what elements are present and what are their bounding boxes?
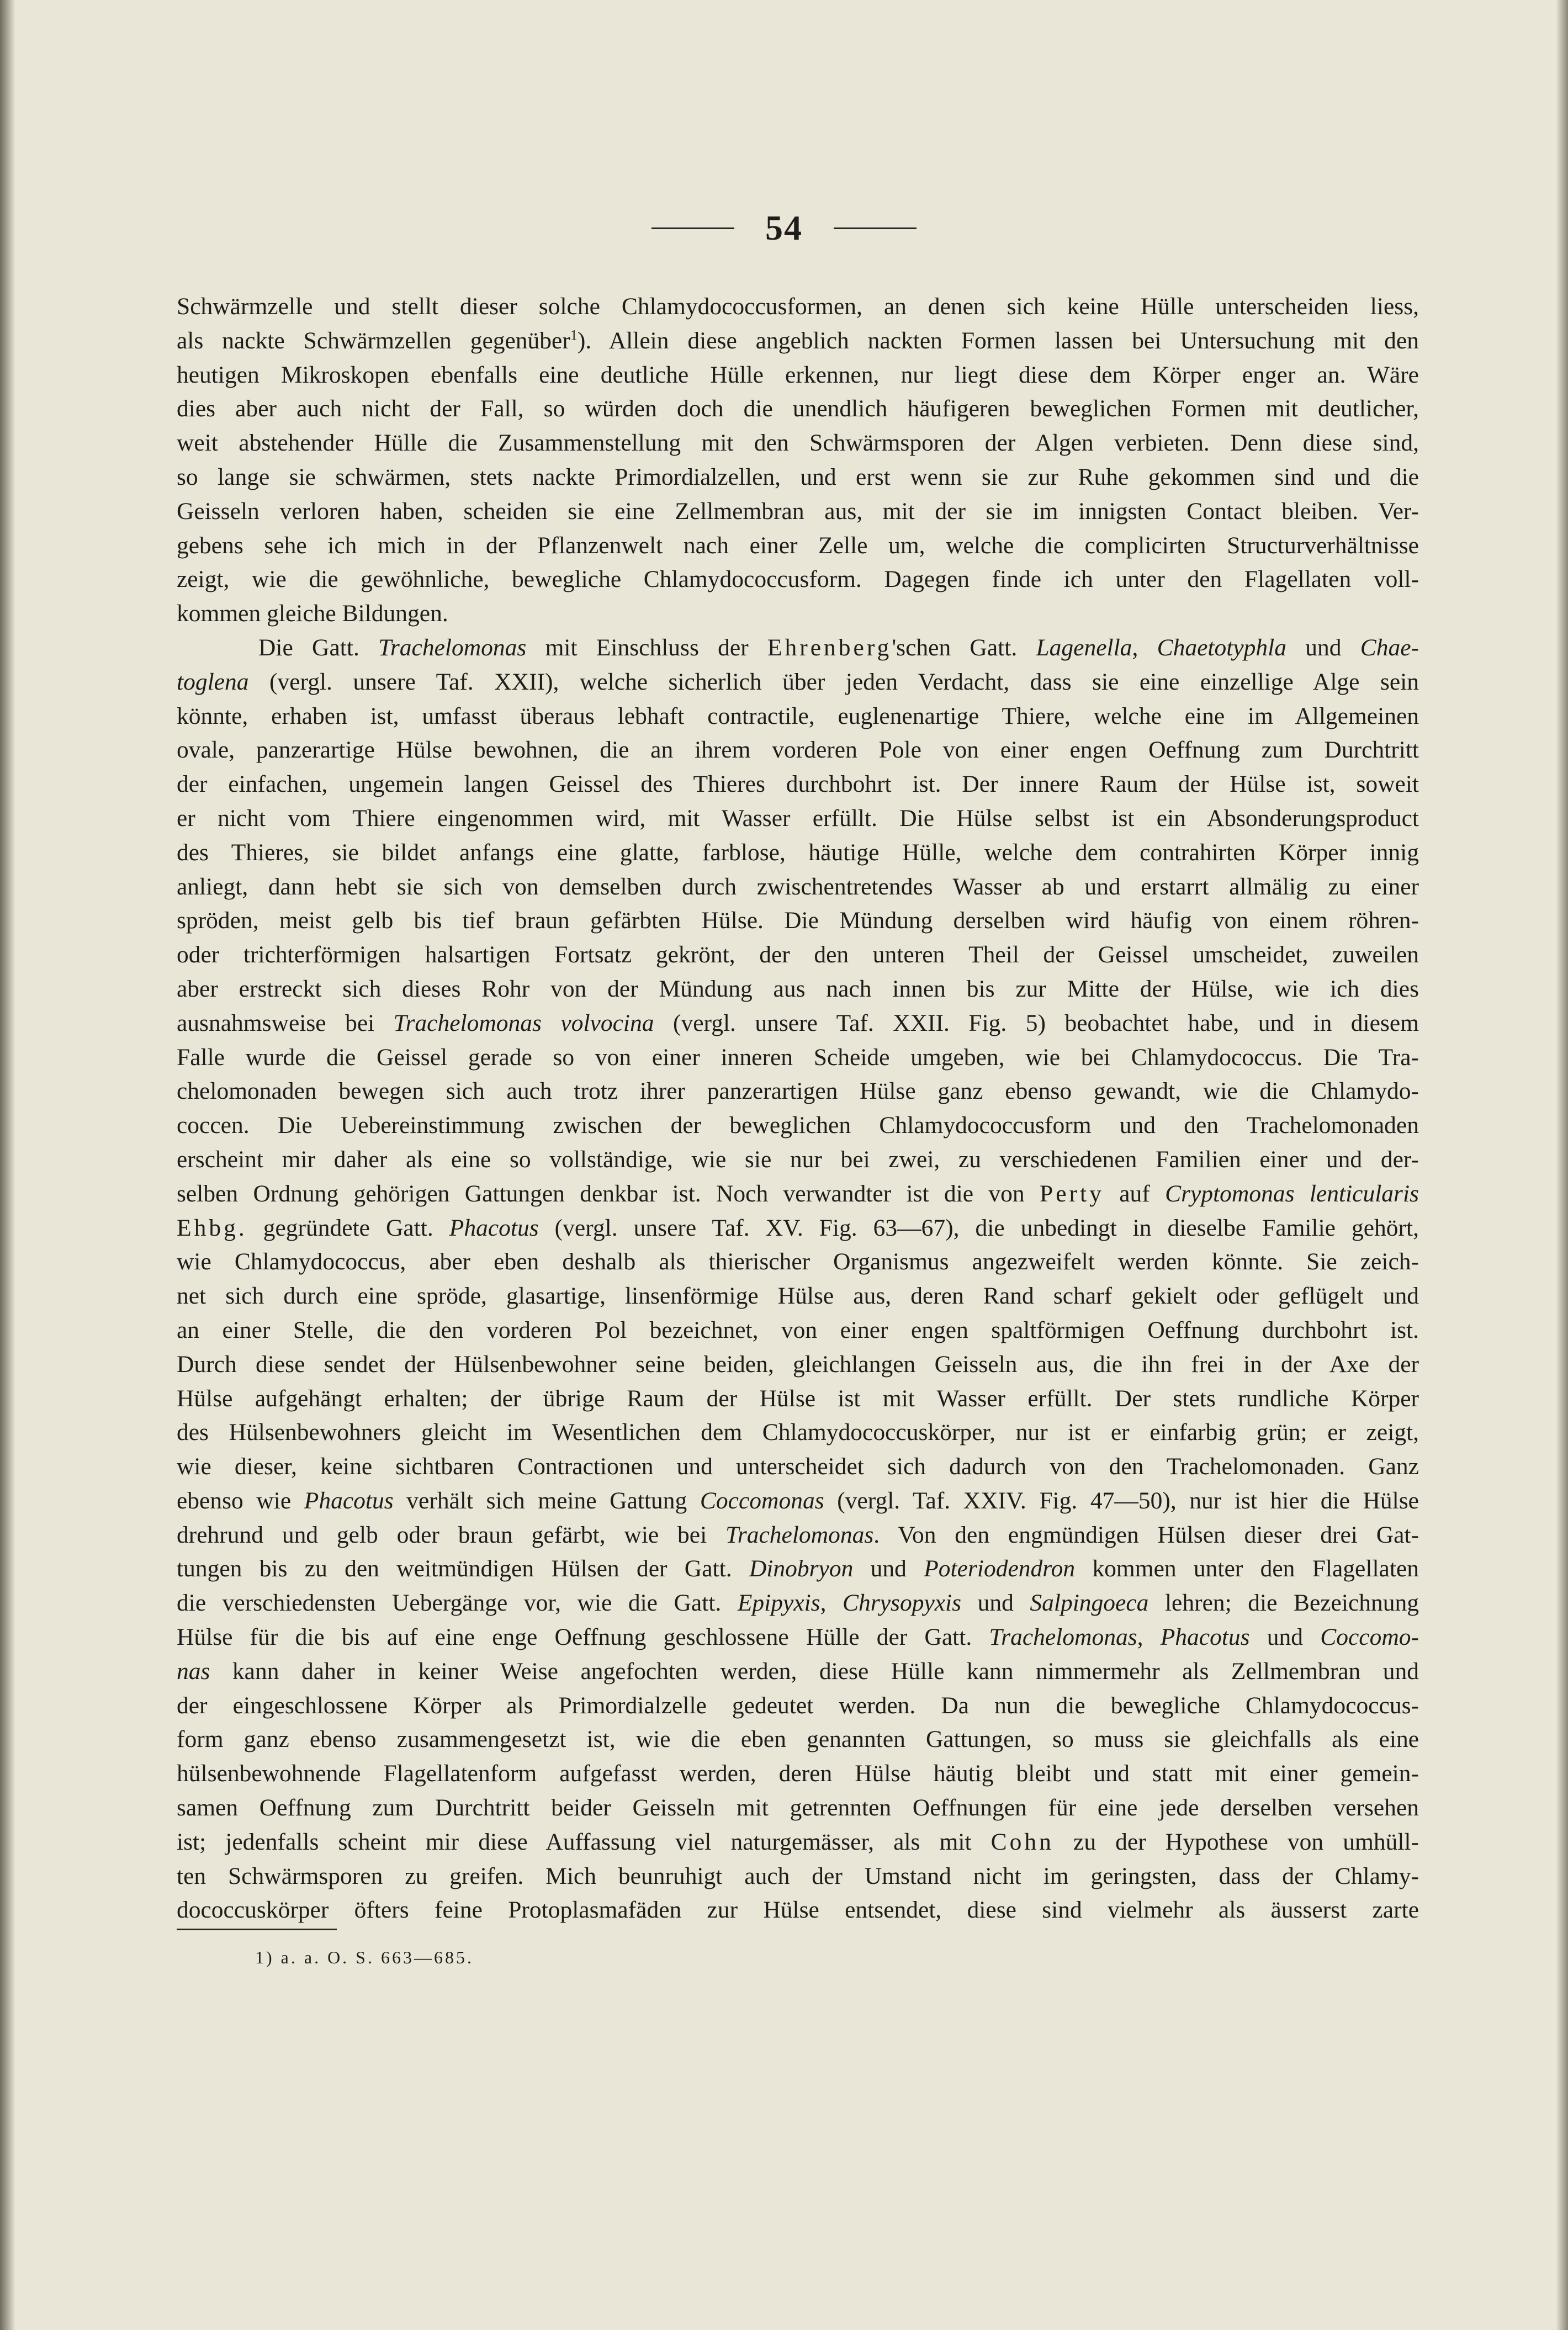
text-line: ausnahmsweise bei Trachelomonas volvocina (vergl. unsere Taf. XXII. Fig. 5) beobachtet habe, und in diesem	[177, 1009, 1419, 1036]
text-line: des Hülsenbewohners gleicht im Wesentlichen dem Chlamydococcuskörper, nur ist er einfarbig grün; er zeigt,	[177, 1419, 1419, 1446]
text-line: so lange sie schwärmen, stets nackte Primordialzellen, und erst wenn sie zur Ruhe gekommen sind und die	[177, 463, 1419, 490]
text-line: toglena (vergl. unsere Taf. XXII), welche sicherlich über jeden Verdacht, dass sie eine einzellige Alge sein	[177, 668, 1419, 695]
text-line: Hülse für die bis auf eine enge Oeffnung geschlossene Hülle der Gatt. Trachelomonas, Phacotus und Coccomo-	[177, 1624, 1419, 1651]
text-line: Schwärmzelle und stellt dieser solche Chlamydococcusformen, an denen sich keine Hülle unterscheiden liess,	[177, 293, 1419, 320]
text-line: heutigen Mikroskopen ebenfalls eine deutliche Hülle erkennen, nur liegt diese dem Körper enger an. Wäre	[177, 361, 1419, 388]
text-line: dococcuskörper öfters feine Protoplasmafäden zur Hülse entsendet, diese sind vielmehr als äusserst zarte	[177, 1897, 1419, 1924]
text-line: Die Gatt. Trachelomonas mit Einschluss der Ehrenberg'schen Gatt. Lagenella, Chaetotyphla und Chae-	[258, 634, 1419, 661]
header-rule-left	[651, 227, 734, 229]
scan-edge-right	[1556, 0, 1568, 2330]
text-line: Geisseln verloren haben, scheiden sie eine Zellmembran aus, mit der sie im innigsten Contact bleiben. Ver-	[177, 497, 1419, 525]
text-line: ten Schwärmsporen zu greifen. Mich beunruhigt auch der Umstand nicht im geringsten, dass der Chlamy-	[177, 1862, 1419, 1889]
header-rule-right	[834, 227, 917, 229]
text-line: samen Oeffnung zum Durchtritt beider Geisseln mit getrennten Oeffnungen für eine jede derselben versehen	[177, 1794, 1419, 1821]
text-line: ebenso wie Phacotus verhält sich meine Gattung Coccomonas (vergl. Taf. XXIV. Fig. 47—50), nur ist hier die Hülse	[177, 1487, 1419, 1514]
text-line: chelomonaden bewegen sich auch trotz ihrer panzerartigen Hülse ganz ebenso gewandt, wie die Chlamydo-	[177, 1078, 1419, 1105]
text-line: Durch diese sendet der Hülsenbewohner seine beiden, gleichlangen Geisseln aus, die ihn frei in der Axe der	[177, 1351, 1419, 1378]
text-line: des Thieres, sie bildet anfangs eine glatte, farblose, häutige Hülle, welche dem contrahirten Körper innig	[177, 839, 1419, 866]
text-line: Falle wurde die Geissel gerade so von einer inneren Scheide umgeben, wie bei Chlamydococcus. Die Tra-	[177, 1044, 1419, 1071]
text-line: er nicht vom Thiere eingenommen wird, mit Wasser erfüllt. Die Hülse selbst ist ein Absonderungsproduct	[177, 804, 1419, 832]
text-line: wie Chlamydococcus, aber eben deshalb als thierischer Organismus angezweifelt werden könnte. Sie zeich-	[177, 1248, 1419, 1275]
page-number: 54	[765, 208, 803, 247]
text-line: der einfachen, ungemein langen Geissel des Thieres durchbohrt ist. Der innere Raum der Hülse ist, soweit	[177, 771, 1419, 798]
text-line: hülsenbewohnende Flagellatenform aufgefasst werden, deren Hülse häutig bleibt und statt mit einer gemein-	[177, 1760, 1419, 1787]
text-line: Ehbg. gegründete Gatt. Phacotus (vergl. unsere Taf. XV. Fig. 63—67), die unbedingt in dieselbe Familie gehört,	[177, 1214, 1419, 1241]
text-line: ovale, panzerartige Hülse bewohnen, die an ihrem vorderen Pole von einer engen Oeffnung zum Durchtritt	[177, 737, 1419, 764]
text-line: die verschiedensten Uebergänge vor, wie die Gatt. Epipyxis, Chrysopyxis und Salpingoeca lehren; die Bezeichnung	[177, 1590, 1419, 1617]
text-line: aber erstreckt sich dieses Rohr von der Mündung aus nach innen bis zur Mitte der Hülse, wie ich dies	[177, 975, 1419, 1002]
text-line: weit abstehender Hülle die Zusammenstellung mit den Schwärmsporen der Algen verbieten. Denn diese sind,	[177, 430, 1419, 457]
text-line: nas kann daher in keiner Weise angefochten werden, diese Hülle kann nimmermehr als Zellmembran und	[177, 1658, 1419, 1685]
page-header	[0, 209, 1568, 247]
text-line: form ganz ebenso zusammengesetzt ist, wie die eben genannten Gattungen, so muss sie gleichfalls als eine	[177, 1726, 1419, 1753]
scan-edge-left	[0, 0, 15, 2330]
text-line: dies aber auch nicht der Fall, so würden doch die unendlich häufigeren beweglichen Formen mit deutlicher,	[177, 395, 1419, 422]
text-line: könnte, erhaben ist, umfasst überaus lebhaft contractile, euglenenartige Thiere, welche eine im Allgemeinen	[177, 702, 1419, 729]
text-line: kommen gleiche Bildungen.	[177, 600, 448, 627]
text-line: der eingeschlossene Körper als Primordialzelle gedeutet werden. Da nun die bewegliche Chlamydococcus-	[177, 1692, 1419, 1719]
text-line: als nackte Schwärmzellen gegenüber$^1$). Allein diese angeblich nackten Formen lassen bei Untersuchung mit den	[177, 327, 1419, 354]
footnote: 1) a. a. O. S. 663—685.	[255, 1947, 474, 1967]
text-line: Hülse aufgehängt erhalten; der übrige Raum der Hülse ist mit Wasser erfüllt. Der stets rundliche Körper	[177, 1385, 1419, 1412]
text-line: an einer Stelle, die den vorderen Pol bezeichnet, von einer engen spaltförmigen Oeffnung durchbohrt ist.	[177, 1316, 1419, 1343]
text-line: coccen. Die Uebereinstimmung zwischen der beweglichen Chlamydococcusform und den Trachelomonaden	[177, 1112, 1419, 1139]
text-line: gebens sehe ich mich in der Pflanzenwelt nach einer Zelle um, welche die complicirten Structurverhältnisse	[177, 532, 1419, 559]
text-line: zeigt, wie die gewöhnliche, bewegliche Chlamydococcusform. Dagegen finde ich unter den Flagellaten voll-	[177, 566, 1419, 593]
text-line: drehrund und gelb oder braun gefärbt, wie bei Trachelomonas. Von den engmündigen Hülsen dieser drei Gat-	[177, 1521, 1419, 1548]
text-line: tungen bis zu den weitmündigen Hülsen der Gatt. Dinobryon und Poteriodendron kommen unter den Flagellaten	[177, 1555, 1419, 1582]
text-line: oder trichterförmigen halsartigen Fortsatz gekrönt, der den unteren Theil der Geissel umscheidet, zuweilen	[177, 941, 1419, 968]
text-line: erscheint mir daher als eine so vollständige, wie sie nur bei zwei, zu verschiedenen Familien einer und der-	[177, 1146, 1419, 1173]
text-line: anliegt, dann hebt sie sich von demselben durch zwischentretendes Wasser ab und erstarrt allmälig zu einer	[177, 873, 1419, 900]
text-line: ist; jedenfalls scheint mir diese Auffassung viel naturgemässer, als mit Cohn zu der Hypothese von umhüll-	[177, 1828, 1419, 1855]
text-line: spröden, meist gelb bis tief braun gefärbten Hülse. Die Mündung derselben wird häufig von einem röhren-	[177, 907, 1419, 934]
text-line: net sich durch eine spröde, glasartige, linsenförmige Hülse aus, deren Rand scharf gekielt oder geflügelt und	[177, 1283, 1419, 1310]
text-line: selben Ordnung gehörigen Gattungen denkbar ist. Noch verwandter ist die von Perty auf Cryptomonas lenticularis	[177, 1180, 1419, 1207]
text-line: wie dieser, keine sichtbaren Contractionen und unterscheidet sich dadurch von den Trachelomonaden. Ganz	[177, 1453, 1419, 1480]
body-text	[177, 290, 1419, 1927]
footnote-rule	[177, 1929, 337, 1930]
